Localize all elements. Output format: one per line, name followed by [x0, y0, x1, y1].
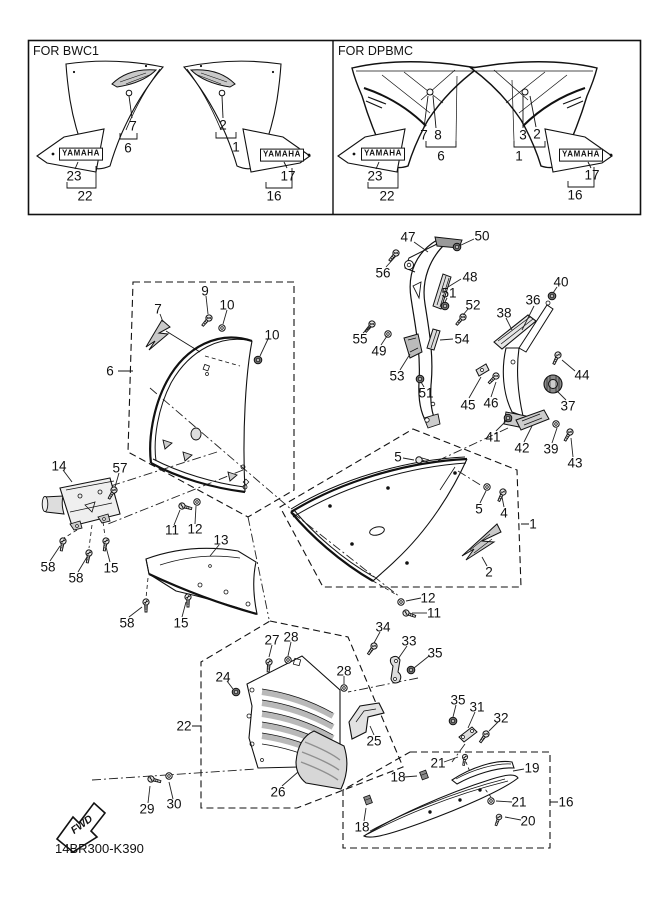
- callout-1: 1: [515, 148, 523, 164]
- callout-28: 28: [283, 629, 299, 645]
- callout-37: 37: [560, 398, 576, 414]
- callout-49: 49: [371, 343, 387, 359]
- callout-34: 34: [375, 619, 391, 635]
- callout-55: 55: [352, 331, 368, 347]
- callout-6: 6: [106, 363, 114, 379]
- callout-22: 22: [379, 188, 395, 204]
- callout-30: 30: [166, 796, 182, 812]
- callout-12: 12: [187, 521, 203, 537]
- callout-53: 53: [389, 368, 405, 384]
- callout-7: 7: [420, 127, 428, 143]
- yamaha-logo: YAMAHA: [559, 149, 603, 162]
- callout-8: 8: [434, 127, 442, 143]
- callout-2: 2: [533, 126, 541, 142]
- callout-51: 51: [441, 285, 457, 301]
- callout-54: 54: [454, 331, 470, 347]
- callout-47: 47: [400, 229, 416, 245]
- callout-15: 15: [103, 560, 119, 576]
- bwc1-title: FOR BWC1: [33, 44, 99, 58]
- callout-17: 17: [280, 168, 296, 184]
- callout-35: 35: [427, 645, 443, 661]
- callout-48: 48: [462, 269, 478, 285]
- callout-31: 31: [469, 699, 485, 715]
- callout-50: 50: [474, 228, 490, 244]
- callout-26: 26: [270, 784, 286, 800]
- callout-6: 6: [124, 140, 132, 156]
- callout-15: 15: [173, 615, 189, 631]
- callout-44: 44: [574, 367, 590, 383]
- callout-33: 33: [401, 633, 417, 649]
- callout-12: 12: [420, 590, 436, 606]
- callout-21: 21: [511, 794, 527, 810]
- drawing-number: 14BR300-K390: [55, 841, 144, 856]
- callout-4: 4: [500, 505, 508, 521]
- callout-6: 6: [437, 148, 445, 164]
- part-13-panel: [146, 548, 257, 614]
- callout-14: 14: [51, 458, 67, 474]
- callout-57: 57: [112, 460, 128, 476]
- yamaha-logo: YAMAHA: [260, 149, 304, 162]
- callout-43: 43: [567, 455, 583, 471]
- top-reference-box: [29, 41, 641, 215]
- callout-45: 45: [460, 397, 476, 413]
- callout-1: 1: [232, 139, 240, 155]
- yamaha-logo: YAMAHA: [59, 148, 103, 161]
- callout-28: 28: [336, 663, 352, 679]
- callout-52: 52: [465, 297, 481, 313]
- callout-18: 18: [390, 769, 406, 785]
- part-31-bracket: [459, 727, 477, 742]
- callout-5: 5: [475, 501, 483, 517]
- callout-10: 10: [219, 297, 235, 313]
- callout-7: 7: [154, 301, 162, 317]
- callout-19: 19: [524, 760, 540, 776]
- callout-20: 20: [520, 813, 536, 829]
- callout-38: 38: [496, 305, 512, 321]
- callout-17: 17: [584, 167, 600, 183]
- callout-40: 40: [553, 274, 569, 290]
- callout-22: 22: [176, 718, 192, 734]
- callout-23: 23: [66, 168, 82, 184]
- callout-7: 7: [129, 118, 137, 134]
- dpbmc-title: FOR DPBMC: [338, 44, 413, 58]
- callout-11: 11: [164, 522, 180, 538]
- callout-35: 35: [450, 692, 466, 708]
- fwd-label: FWD: [68, 812, 96, 837]
- callout-58: 58: [40, 559, 56, 575]
- callout-42: 42: [514, 440, 530, 456]
- part-36-duct-cluster: [476, 301, 562, 430]
- callout-16: 16: [558, 794, 574, 810]
- callout-23: 23: [367, 168, 383, 184]
- callout-51: 51: [418, 385, 434, 401]
- callout-9: 9: [201, 283, 209, 299]
- part-22-under-cowl: [247, 656, 384, 789]
- callout-41: 41: [485, 429, 501, 445]
- callout-21: 21: [430, 755, 446, 771]
- callout-56: 56: [375, 265, 391, 281]
- callout-58: 58: [119, 615, 135, 631]
- callout-3: 3: [519, 127, 527, 143]
- part-6-panel: [146, 320, 252, 492]
- callout-1: 1: [529, 516, 537, 532]
- callout-11: 11: [426, 605, 442, 621]
- callout-10: 10: [264, 327, 280, 343]
- callout-2: 2: [219, 117, 227, 133]
- yamaha-logo: YAMAHA: [361, 148, 405, 161]
- callout-39: 39: [543, 441, 559, 457]
- callout-32: 32: [493, 710, 509, 726]
- callout-24: 24: [215, 669, 231, 685]
- callout-22: 22: [77, 188, 93, 204]
- callout-16: 16: [567, 187, 583, 203]
- callout-13: 13: [213, 532, 229, 548]
- part-33-bracket: [390, 656, 400, 683]
- callout-2: 2: [485, 564, 493, 580]
- callout-16: 16: [266, 188, 282, 204]
- part-14-bracket: [42, 478, 120, 548]
- callout-58: 58: [68, 570, 84, 586]
- callout-18: 18: [354, 819, 370, 835]
- callout-29: 29: [139, 801, 155, 817]
- callout-36: 36: [525, 292, 541, 308]
- callout-46: 46: [483, 395, 499, 411]
- callout-27: 27: [264, 632, 280, 648]
- callout-5: 5: [394, 449, 402, 465]
- part-1-cowling: [291, 457, 501, 595]
- callout-25: 25: [366, 733, 382, 749]
